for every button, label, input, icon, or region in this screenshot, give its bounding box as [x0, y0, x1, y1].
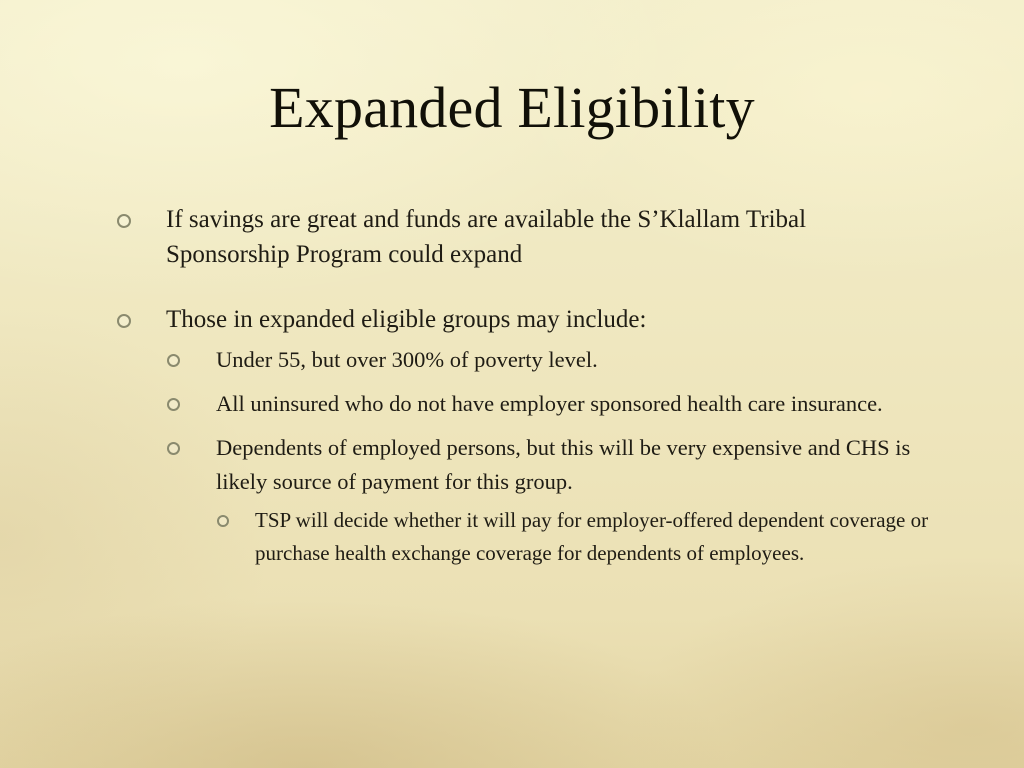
hollow-circle-bullet-icon — [167, 354, 180, 367]
sub-bullet-item-uninsured — [110, 387, 930, 421]
hollow-circle-bullet-icon — [167, 398, 180, 411]
bullet-list — [110, 202, 930, 570]
sub-bullet-item-under-55 — [110, 343, 930, 377]
hollow-circle-bullet-icon — [117, 214, 131, 228]
sub-bullet-item-dependents — [110, 431, 930, 499]
sub-sub-bullet-text: TSP will decide whether it will pay for employer-offered dependent coverage or purchase health exchange coverage for dependents of employees. — [255, 508, 929, 565]
sub-bullet-text: All uninsured who do not have employer sponsored health care insurance. — [216, 391, 883, 416]
hollow-circle-bullet-icon — [167, 442, 180, 455]
bullet-text: Those in expanded eligible groups may include: — [166, 306, 647, 333]
bullet-item-expanded-groups — [110, 302, 930, 337]
sub-bullet-text: Dependents of employed persons, but this will be very expensive and CHS is likely source of payment for this group. — [216, 435, 911, 494]
bullet-text: If savings are great and funds are available the S’Klallam Tribal Sponsorship Program could expand — [166, 206, 807, 268]
bullet-item-savings — [110, 202, 930, 272]
slide-title: Expanded Eligibility — [269, 75, 755, 140]
hollow-circle-bullet-icon — [217, 515, 229, 527]
sub-sub-bullet-item-tsp-decision — [110, 504, 930, 570]
hollow-circle-bullet-icon — [117, 314, 131, 328]
sub-bullet-text: Under 55, but over 300% of poverty level. — [216, 347, 598, 372]
